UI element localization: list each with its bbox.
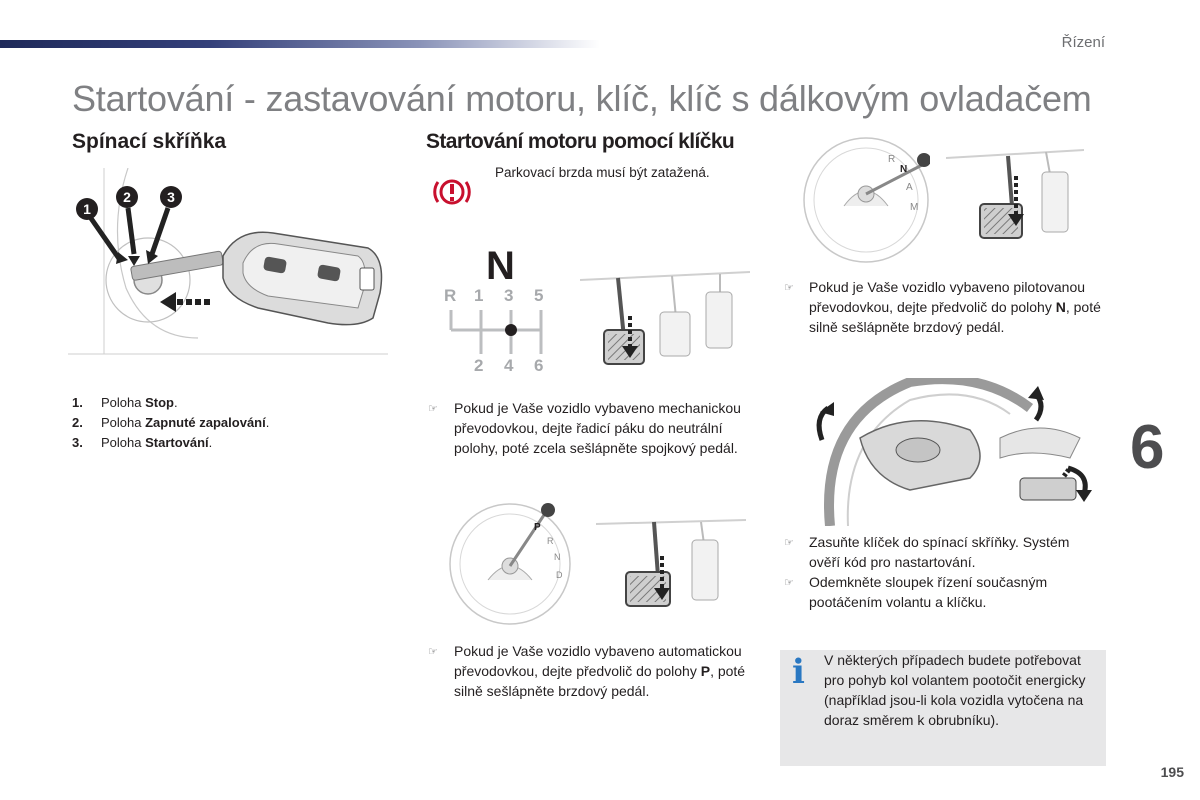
auto-gearbox-text: Pokud je Vaše vozidlo vybaveno automatickou převodovkou, dejte předvolič do polohy P, poté silně sešlápněte brzdový pedál. — [454, 643, 746, 699]
gear-shift-pattern — [444, 306, 554, 358]
callout-1: 1 — [76, 198, 98, 220]
bullet-icon: ☞ — [784, 577, 794, 589]
dial-label-n: N — [900, 164, 908, 175]
pedals-auto-illustration — [596, 516, 746, 616]
chapter-number: 6 — [1130, 413, 1165, 482]
bullet-icon: ☞ — [784, 537, 794, 549]
parking-brake-warning-icon — [432, 172, 472, 212]
pilot-gearbox-text: Pokud je Vaše vozidlo vybaveno pilotovanou převodovkou, dejte předvolič do polohy N, poté silně sešlápněte brzdový pedál. — [809, 279, 1101, 335]
pedals-manual-illustration — [580, 268, 750, 378]
ignition-positions-list — [72, 393, 269, 453]
page-title: Startování - zastavování motoru, klíč, klíč s dálkovým ovladačem — [72, 78, 1092, 119]
dial-label-a: A — [906, 182, 913, 193]
info-text: V některých případech budete potřebovat pro pohyb kol volantem pootočit energicky (například jsou-li kola vozidla vytočena na doraz směrem k obrubníku). — [824, 652, 1086, 728]
dial-label-d: D — [556, 570, 563, 580]
callout-3: 3 — [160, 186, 182, 208]
gear-neutral-letter: N — [486, 244, 515, 288]
heading-start-engine: Startování motoru pomocí klíčku — [426, 130, 735, 153]
bullet-icon: ☞ — [428, 403, 438, 415]
bullet-icon: ☞ — [428, 646, 438, 658]
manual-gearbox-text: Pokud je Vaše vozidlo vybaveno mechanickou převodovkou, dejte řadicí páku do neutrální polohy, poté zcela sešlápněte spojkový pedál. — [454, 400, 741, 456]
list-item: 2. Poloha Zapnuté zapalování. — [72, 415, 270, 430]
info-icon: i — [792, 652, 805, 692]
callout-2: 2 — [116, 186, 138, 208]
dial-label-r: R — [888, 154, 896, 165]
pedals-pilot-illustration — [946, 146, 1084, 246]
steering-wheel-illustration — [800, 378, 1100, 526]
unlock-column-text: Odemkněte sloupek řízení současným pootáčením volantu a klíčku. — [809, 574, 1048, 610]
bullet-icon: ☞ — [784, 282, 794, 294]
pilot-selector-dial — [802, 136, 930, 264]
parking-brake-note: Parkovací brzda musí být zatažená. — [495, 165, 710, 180]
list-item: 1. Poloha Stop. — [72, 395, 178, 410]
insert-key-text: Zasuňte klíček do spínací skříňky. Systém ověří kód pro nastartování. — [809, 534, 1070, 570]
page-number: 195 — [1160, 764, 1184, 780]
dial-label-p: P — [534, 522, 541, 533]
dial-label-m: M — [910, 202, 919, 213]
dial-label-n: N — [554, 552, 561, 562]
section-label: Řízení — [1061, 34, 1105, 51]
list-item: 3. Poloha Startování. — [72, 435, 213, 450]
dial-label-r: R — [547, 536, 554, 546]
heading-ignition-switch: Spínací skříňka — [72, 130, 227, 153]
automatic-selector-dial — [448, 502, 573, 627]
header-color-bar — [0, 40, 600, 48]
